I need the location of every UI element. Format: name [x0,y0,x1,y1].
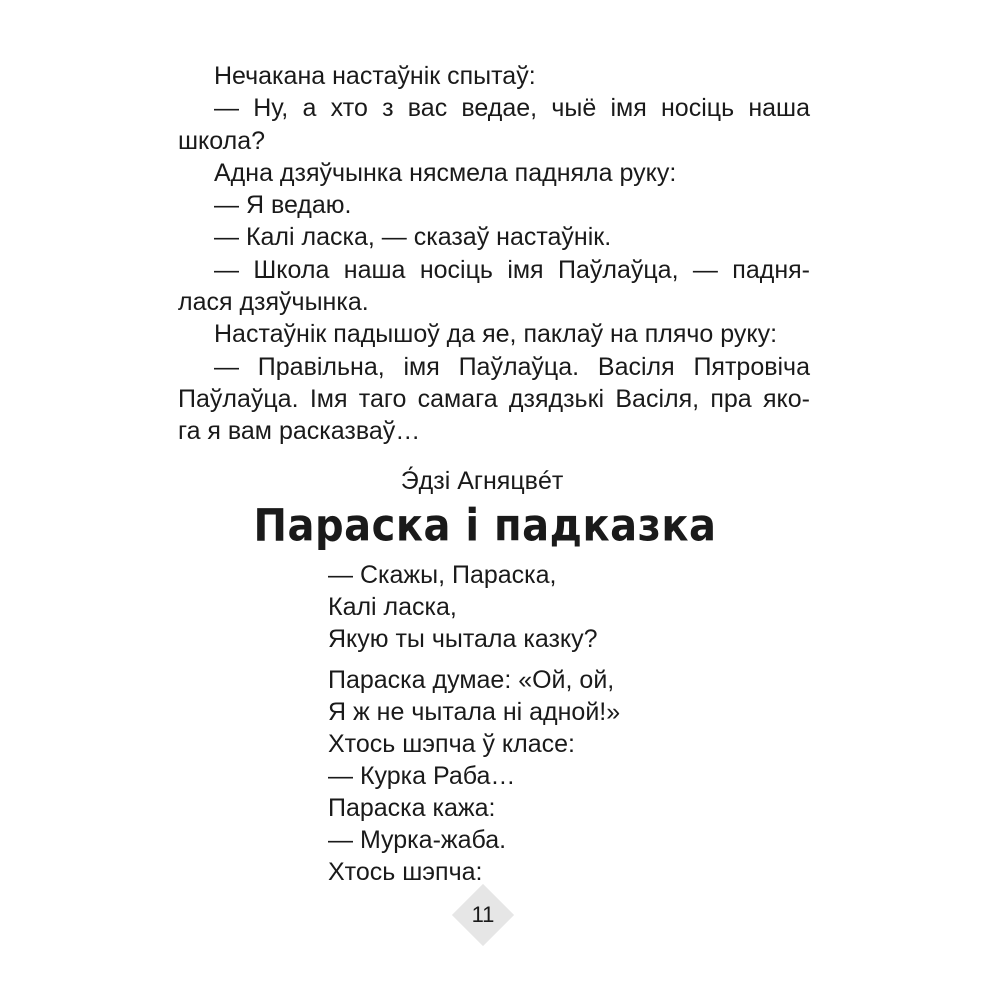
prose-line: — Калі ласка, — сказаў настаўнік. [214,223,612,252]
poem-line: — Скажы, Параска, [328,561,557,589]
poem-stanza [328,664,748,888]
poem-line: Якую ты чытала казку? [328,625,598,653]
poem-line: Параска думае: «Ой, ой, [328,666,615,694]
prose-line: — Ну, а хто з вас ведае, чыё імя носіць наша [214,94,810,123]
poem-body [328,559,748,888]
prose-line: Паўлаўца. Імя таго самага дзядзькі Васіля, пра яко- [178,384,810,413]
poem-line: — Курка Раба… [328,762,516,790]
poem-title-text: Параска і падказка [253,500,717,552]
poem-line: Хтось шэпча: [328,858,483,886]
poem-line: Я ж не чытала ні адной!» [328,698,621,726]
prose-line: — Правільна, імя Паўлаўца. Васіля Пятровіча [214,352,810,381]
poem-line: Хтось шэпча ў класе: [328,730,575,758]
page-number-badge [452,884,514,946]
poem-line: Параска кажа: [328,794,496,822]
prose-line: га я вам расказваў… [178,417,421,446]
prose-line: — Я ведаю. [214,191,352,220]
prose-line: — Школа наша носіць імя Паўлаўца, — падня- [214,255,810,284]
poem-line: — Мурка-жаба. [328,826,507,854]
poem-author [0,465,1000,497]
prose-line: Нечакана настаўнік спытаў: [214,62,536,90]
prose-line: Адна дзяўчынка нясмела падняла руку: [214,158,677,187]
prose-line: школа? [178,126,266,155]
prose-line: лася дзяўчынка. [178,288,369,317]
prose-text [178,60,810,448]
poem-line: Калі ласка, [328,593,457,621]
prose-line: Настаўнік падышоў да яе, паклаў на плячо руку: [214,320,778,349]
poem-stanza [328,559,748,655]
poem-author-name: Э́дзі Агняцвéт [400,467,564,495]
poem-title [0,499,1000,553]
page-number: 11 [471,902,495,927]
